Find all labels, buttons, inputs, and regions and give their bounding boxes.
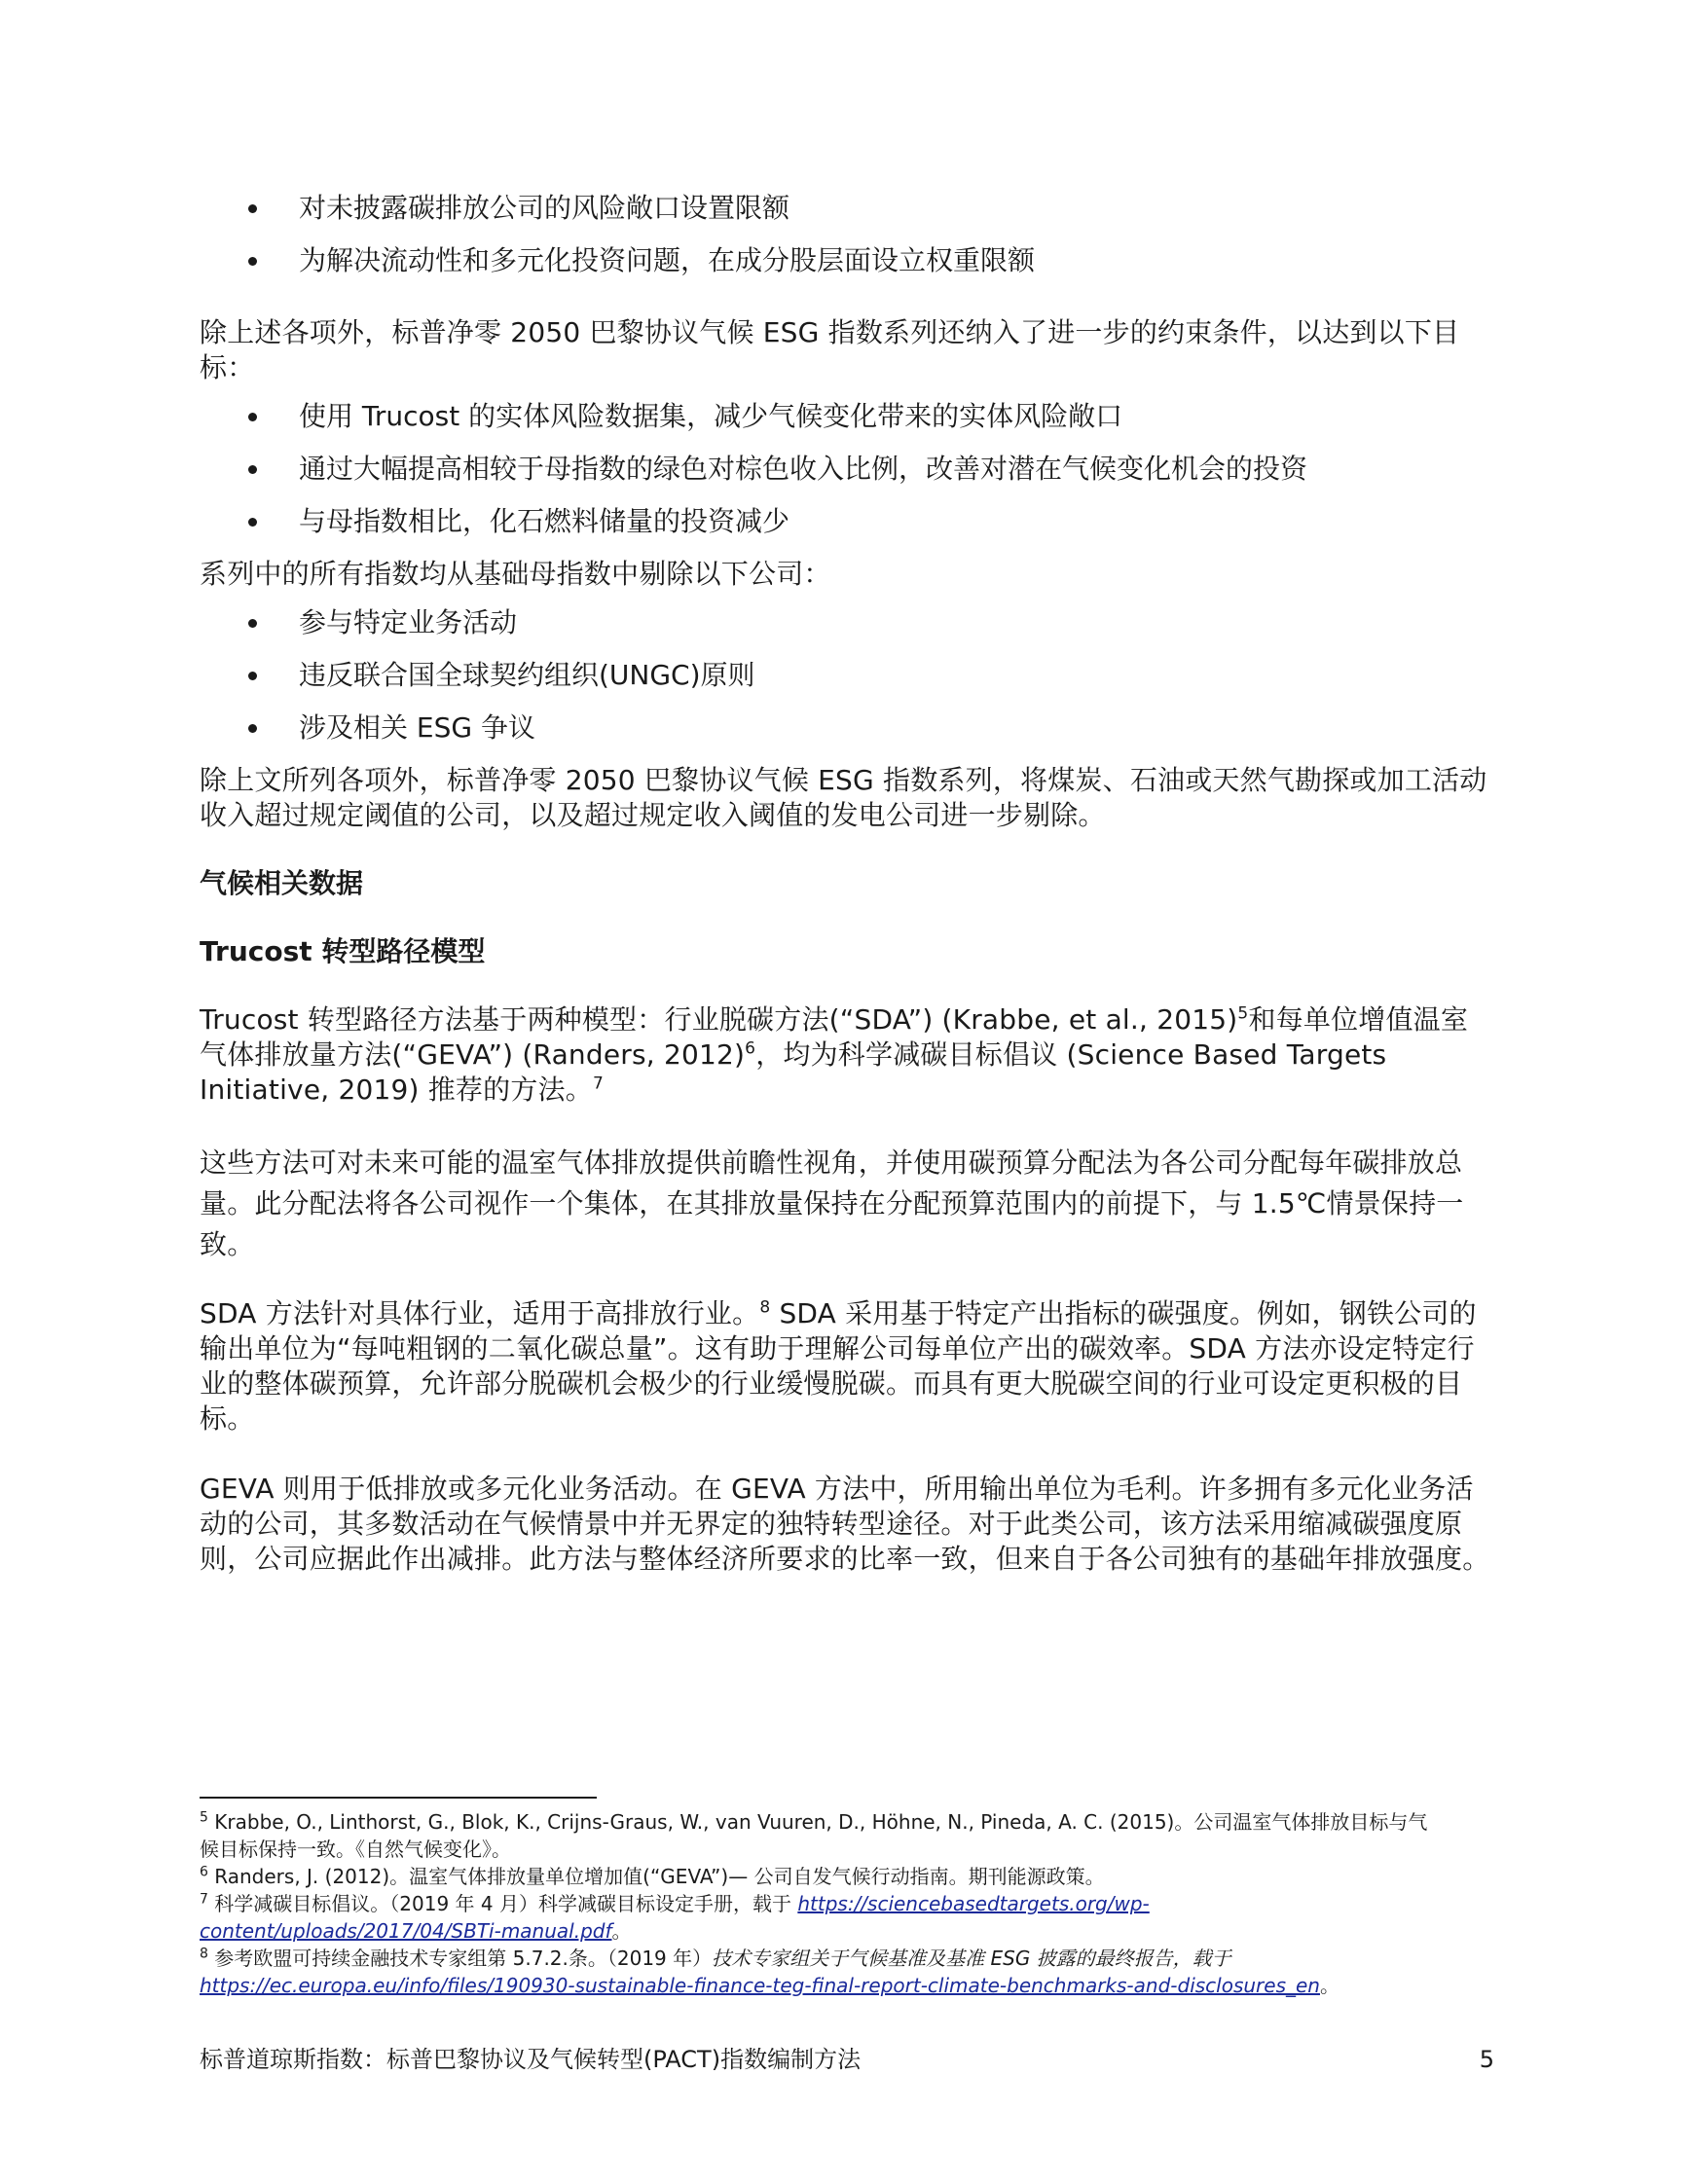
paragraph-geva: GEVA 则用于低排放或多元化业务活动。在 GEVA 方法中，所用输出单位为毛利。许多拥有多元化业务活动的公司，其多数活动在气候情景中并无界定的独特转型途径。对于此类公司，该方法采用缩减碳强度原则，公司应据此作出减排。此方法与整体经济所要求的比率一致，但来自于各公司独有的基础年排放强度。 — [200, 1473, 1490, 1575]
bullet-dot-icon — [248, 518, 257, 527]
footnote-8-link[interactable]: https://ec.europa.eu/info/files/190930-sustainable-finance-teg-final-report-climate-benchmarks-and-disclosures_en — [200, 1974, 1320, 1997]
footnote-ref-5: 5 — [1237, 1003, 1249, 1024]
section-heading-climate-data: 气候相关数据 — [200, 867, 364, 899]
footnote-8: $^8$ 参考欧盟可持续金融技术专家组第 5.7.2.条。（2019 年）技术专家组关于气候基准及基准 ESG 披露的最终报告，载于 — [200, 1946, 1231, 1970]
bullet-dot-icon — [248, 672, 257, 680]
footnote-6: $^6$ Randers, J. (2012)。温室气体排放量单位增加值(“GEVA”)— 公司自发气候行动指南。期刊能源政策。 — [200, 1864, 1105, 1888]
paragraph-exclusions-intro: 系列中的所有指数均从基础母指数中剔除以下公司： — [200, 558, 831, 590]
list-item: 参与特定业务活动 — [200, 605, 1494, 640]
bullet-dot-icon — [248, 724, 257, 733]
footnote-7-link-continued[interactable]: content/uploads/2017/04/SBTi-manual.pdf — [200, 1919, 612, 1943]
list-item: 与母指数相比，化石燃料储量的投资减少 — [200, 504, 1494, 539]
footnote-7-continued: content/uploads/2017/04/SBTi-manual.pdf。 — [200, 1919, 632, 1943]
section-heading-trucost-model: Trucost 转型路径模型 — [200, 935, 486, 967]
footnote-ref-8: 8 — [759, 1297, 771, 1318]
list-item: 为解决流动性和多元化投资问题，在成分股层面设立权重限额 — [200, 243, 1494, 278]
bullet-dot-icon — [248, 619, 257, 628]
footnote-divider — [200, 1797, 597, 1799]
footnote-ref-7: 7 — [592, 1074, 604, 1094]
footnote-ref-6: 6 — [745, 1038, 756, 1059]
footnote-8-continued: https://ec.europa.eu/info/files/190930-sustainable-finance-teg-final-report-climate-benchmarks-and-disclosures_en。 — [200, 1974, 1339, 1997]
bullet-dot-icon — [248, 413, 257, 421]
list-item: 使用 Trucost 的实体风险数据集，减少气候变化带来的实体风险敞口 — [200, 399, 1494, 434]
list-item: 通过大幅提高相较于母指数的绿色对棕色收入比例，改善对潜在气候变化机会的投资 — [200, 452, 1494, 487]
bullet-dot-icon — [248, 257, 257, 266]
footnote-7: $^7$ 科学减碳目标倡议。（2019 年 4 月）科学减碳目标设定手册，载于 https://sciencebasedtargets.org/wp- — [200, 1891, 1150, 1915]
footer-title: 标普道琼斯指数：标普巴黎协议及气候转型(PACT)指数编制方法 — [200, 2046, 862, 2073]
bullet-list-constraints — [200, 191, 1494, 278]
paragraph-further-exclusions: 除上文所列各项外，标普净零 2050 巴黎协议气候 ESG 指数系列，将煤炭、石油或天然气勘探或加工活动收入超过规定阈值的公司，以及超过规定收入阈值的发电公司进一步剔除。 — [200, 764, 1487, 831]
footnote-7-link[interactable]: https://sciencebasedtargets.org/wp- — [797, 1892, 1150, 1915]
footnote-5: $^5$ Krabbe, O., Linthorst, G., Blok, K., Crijns-Graus, W., van Vuuren, D., Höhne, N., Pineda, A. C. (2015)。公司温室气体排放目标与气 — [200, 1809, 1428, 1834]
page-footer — [200, 2044, 1494, 2075]
paragraph-constraints-intro: 除上述各项外，标普净零 2050 巴黎协议气候 ESG 指数系列还纳入了进一步的约束条件，以达到以下目标： — [200, 316, 1460, 383]
paragraph-trucost-method: Trucost 转型路径方法基于两种模型：行业脱碳方法(“SDA”) (Krabbe, et al., 2015)$^5$和每单位增值温室气体排放量方法(“GEVA”) (Randers, 2012)$^6$，均为科学减碳目标倡议 (Science Based Targets Initiative, 2019) 推荐的方法。$^7$ — [200, 1003, 1469, 1106]
list-item: 违反联合国全球契约组织(UNGC)原则 — [200, 658, 1494, 693]
bullet-list-goals — [200, 399, 1494, 539]
list-item: 涉及相关 ESG 争议 — [200, 710, 1494, 746]
paragraph-sda: SDA 方法针对具体行业，适用于高排放行业。$^8$ SDA 采用基于特定产出指标的碳强度。例如，钢铁公司的输出单位为“每吨粗钢的二氧化碳总量”。这有助于理解公司每单位产出的碳效率。SDA 方法亦设定特定行业的整体碳预算，允许部分脱碳机会极少的行业缓慢脱碳。而具有更大脱碳空间的行业可设定更积极的目标。 — [200, 1297, 1477, 1435]
paragraph-methods-perspective: 这些方法可对未来可能的温室气体排放提供前瞻性视角，并使用碳预算分配法为各公司分配每年碳排放总量。此分配法将各公司视作一个集体，在其排放量保持在分配预算范围内的前提下，与 1.5℃情景保持一致。 — [200, 1147, 1464, 1260]
bullet-dot-icon — [248, 204, 257, 213]
footnote-5-continued: 候目标保持一致。《自然气候变化》。 — [200, 1838, 511, 1861]
footnotes — [200, 1808, 1504, 1999]
main-content — [200, 191, 1494, 1577]
page-number: 5 — [1479, 2046, 1494, 2073]
bullet-list-exclusions — [200, 605, 1494, 746]
bullet-dot-icon — [248, 465, 257, 474]
list-item: 对未披露碳排放公司的风险敞口设置限额 — [200, 191, 1494, 226]
